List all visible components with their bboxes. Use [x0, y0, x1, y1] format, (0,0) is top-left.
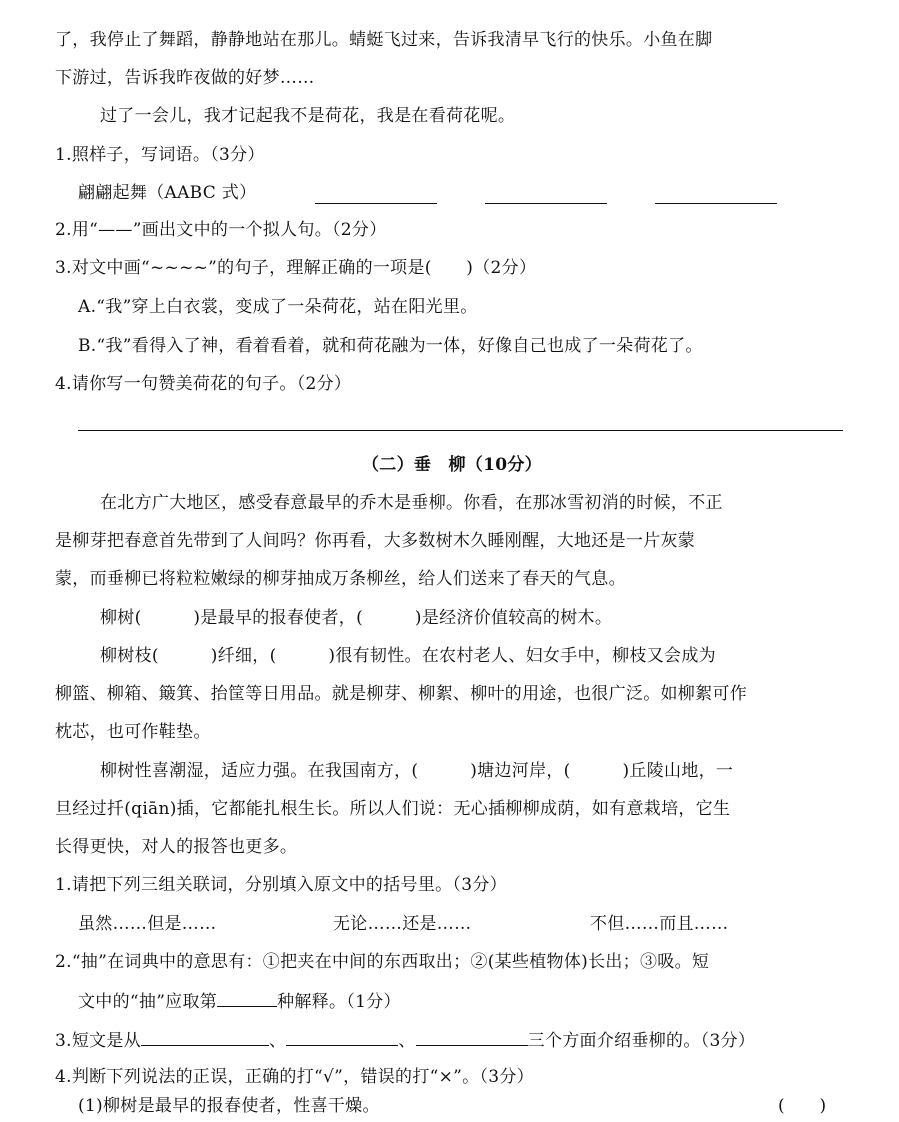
q1-prompt: 1.照样子，写词语。（3分）	[55, 145, 265, 165]
section2-p3-line-2: 柳篮、柳箱、簸箕、抬筐等日用品。就是柳芽、柳絮、柳叶的用途，也很广泛。如柳絮可作	[55, 684, 747, 704]
q4-answer-line[interactable]	[78, 430, 843, 431]
s2q3-sep-1: 、	[269, 1031, 287, 1051]
passage1-line-1: 了，我停止了舞蹈，静静地站在那儿。蜻蜓飞过来，告诉我清早飞行的快乐。小鱼在脚	[55, 30, 713, 50]
s2q2-line-2	[78, 988, 401, 1014]
passage1-line-3: 过了一会儿，我才记起我不是荷花，我是在看荷花呢。	[100, 106, 516, 126]
section2-p4-line-3: 长得更快，对人的报答也更多。	[55, 837, 298, 857]
section2-p1-line-3: 蒙，而垂柳已将粒粒嫩绿的柳芽抽成万条柳丝，给人们送来了春天的气息。	[55, 569, 626, 589]
q2-prompt: 2.用“——”画出文中的一个拟人句。（2分）	[55, 220, 387, 240]
section2-p4-line-1: 柳树性喜潮湿，适应力强。在我国南方，( )塘边河岸，( )丘陵山地，一	[100, 761, 734, 781]
section2-p3-line-1: 柳树枝( )纤细，( )很有韧性。在农村老人、妇女手中，柳枝又会成为	[100, 646, 716, 666]
section2-p1-line-2: 是柳芽把春意首先带到了人间吗？你再看，大多数树木久睡刚醒，大地还是一片灰蒙	[55, 531, 696, 551]
q3-option-b[interactable]: B.“我”看得入了神，看着看着，就和荷花融为一体，好像自己也成了一朵荷花了。	[78, 336, 703, 356]
q1-example: 翩翩起舞（AABC 式）	[78, 183, 257, 203]
s2q3-answer-blank-3[interactable]	[416, 1027, 528, 1046]
s2q1-word-1: 虽然……但是……	[78, 914, 217, 934]
s2q4-item-1: (1)柳树是最早的报春使者，性喜干燥。	[78, 1096, 380, 1116]
s2q2-answer-blank[interactable]	[217, 988, 277, 1007]
s2q4-prompt: 4.判断下列说法的正误，正确的打“√”，错误的打“×”。（3分）	[55, 1067, 534, 1087]
s2q3-answer-blank-1[interactable]	[141, 1027, 269, 1046]
q3-option-a[interactable]: A.“我”穿上白衣裳，变成了一朵荷花，站在阳光里。	[78, 297, 478, 317]
passage1-line-2: 下游过，告诉我昨夜做的好梦……	[55, 68, 315, 88]
s2q1-word-2: 无论……还是……	[333, 914, 472, 934]
q1-answer-blank-3[interactable]	[655, 203, 777, 204]
s2q2-line2-pre: 文中的“抽”应取第	[78, 992, 218, 1012]
s2q3-answer-blank-2[interactable]	[286, 1027, 398, 1046]
s2q2-line2-post: 种解释。（1分）	[277, 992, 401, 1012]
q1-answer-blank-1[interactable]	[315, 203, 437, 204]
section2-p1-line-1: 在北方广大地区，感受春意最早的乔木是垂柳。你看，在那冰雪初消的时候，不正	[100, 493, 723, 513]
s2q1-word-3: 不但……而且……	[590, 914, 729, 934]
s2q3-line	[55, 1027, 755, 1053]
s2q2-line-1: 2.“抽”在词典中的意思有：①把夹在中间的东西取出；②(某些植物体)长出；③吸。短	[55, 952, 710, 972]
section2-p3-line-3: 枕芯，也可作鞋垫。	[55, 722, 211, 742]
section2-title: （二）垂 柳（10分）	[362, 455, 542, 475]
q4-prompt: 4.请你写一句赞美荷花的句子。（2分）	[55, 374, 352, 394]
s2q1-prompt: 1.请把下列三组关联词，分别填入原文中的括号里。（3分）	[55, 875, 507, 895]
q1-answer-blank-2[interactable]	[485, 203, 607, 204]
s2q3-post: 三个方面介绍垂柳的。（3分）	[527, 1031, 756, 1051]
s2q3-pre: 3.短文是从	[55, 1031, 142, 1051]
section2-p4-line-2: 旦经过扦(qiān)插，它都能扎根生长。所以人们说：无心插柳柳成荫，如有意栽培，它生	[55, 799, 731, 819]
s2q4-item-1-answer-paren[interactable]: ( )	[778, 1096, 827, 1116]
s2q3-sep-2: 、	[398, 1031, 416, 1051]
section2-p2: 柳树( )是最早的报春使者，( )是经济价值较高的树木。	[100, 608, 613, 628]
q3-prompt: 3.对文中画“~~~~”的句子，理解正确的一项是( )（2分）	[55, 258, 537, 278]
